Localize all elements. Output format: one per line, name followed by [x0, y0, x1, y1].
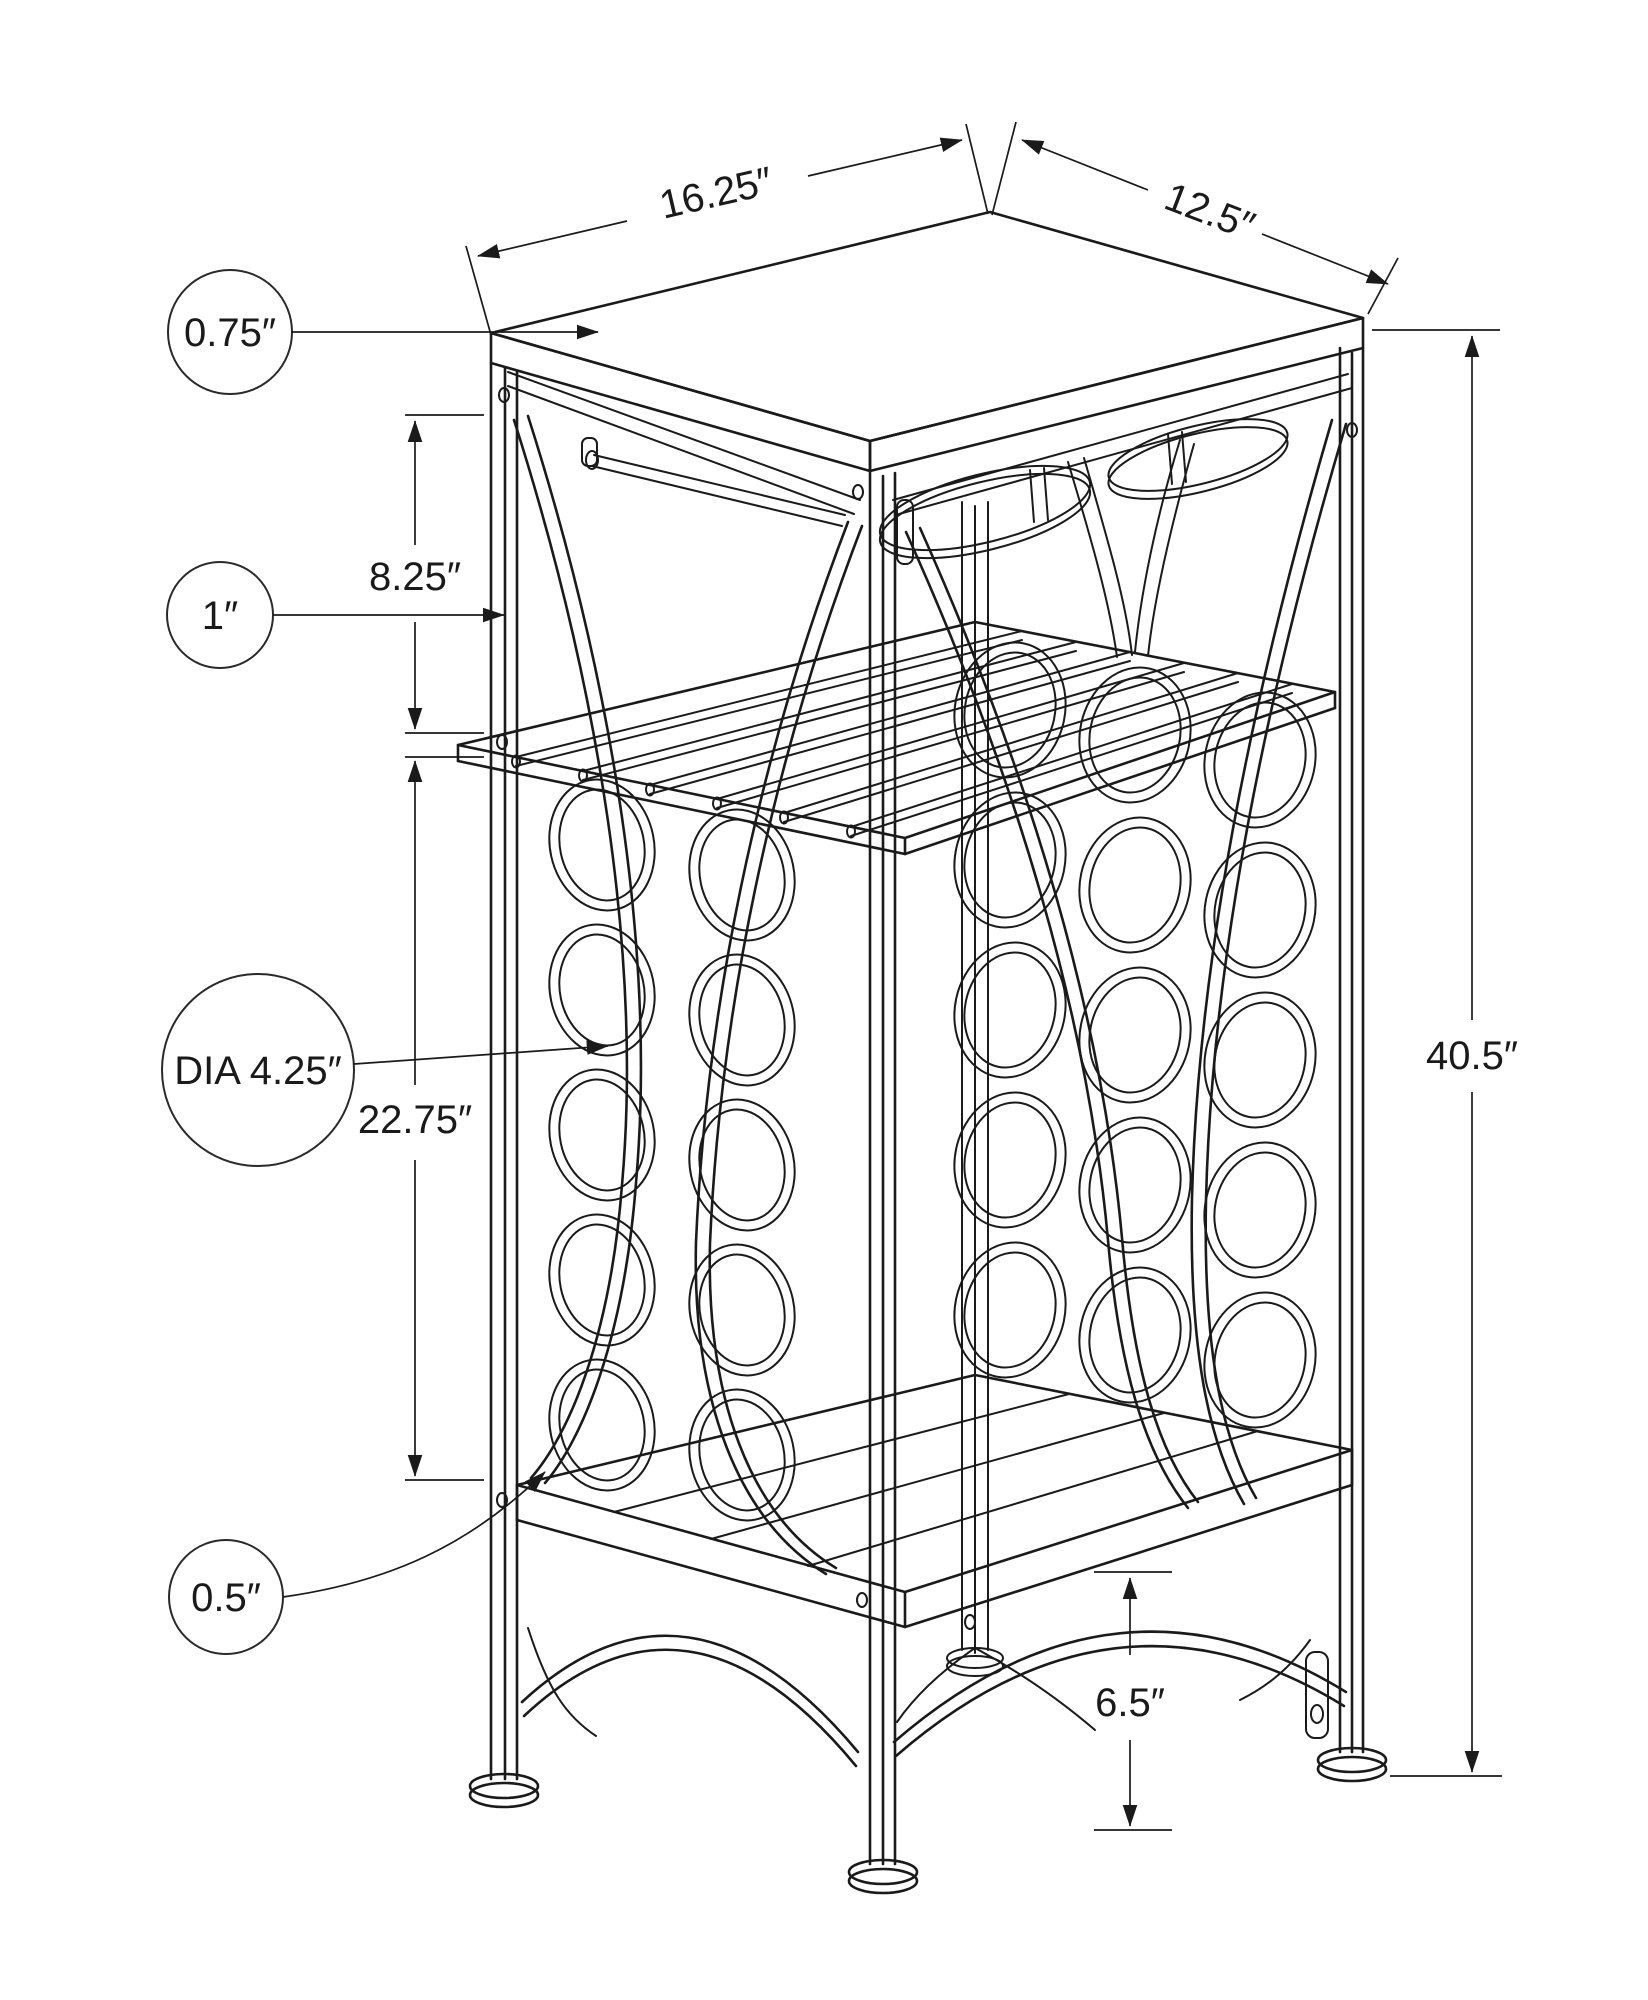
dim-overall-height-label: 40.5″: [1425, 1034, 1519, 1078]
callout-ring-diameter-label: DIA 4.25″: [174, 1049, 342, 1093]
dim-upper-section-label: 8.25″: [368, 555, 462, 599]
base-arches: [522, 1628, 1346, 1766]
left-leg: [470, 363, 538, 1807]
dim-top-width-label: 16.25″: [655, 159, 777, 228]
stemware-rack: [582, 405, 1294, 576]
table-top: [491, 212, 1363, 471]
dim-upper-section-height: [369, 415, 484, 733]
dim-top-depth: [992, 122, 1398, 314]
callout-leg-tube: [169, 1472, 545, 1654]
right-leg: [1318, 348, 1386, 1781]
stemware-braces: [1068, 440, 1194, 657]
callout-frame-tube-label: 1″: [201, 594, 239, 638]
callout-top-thickness-label: 0.75″: [183, 311, 277, 355]
dim-top-depth-label: 12.5″: [1158, 174, 1261, 249]
front-leg: [849, 471, 917, 1893]
middle-slatted-shelf: [458, 622, 1335, 854]
dim-rack-section-height: [358, 757, 484, 1480]
wine-rack-structure: [458, 212, 1386, 1893]
dim-overall-height: [1372, 330, 1518, 1776]
dim-base-arch-height: [1094, 1572, 1172, 1830]
callout-leg-tube-label: 0.5″: [191, 1576, 261, 1620]
dim-base-arch-label: 6.5″: [1095, 1681, 1165, 1725]
dim-top-width: [466, 124, 988, 335]
dim-rack-section-label: 22.75″: [357, 1098, 473, 1142]
